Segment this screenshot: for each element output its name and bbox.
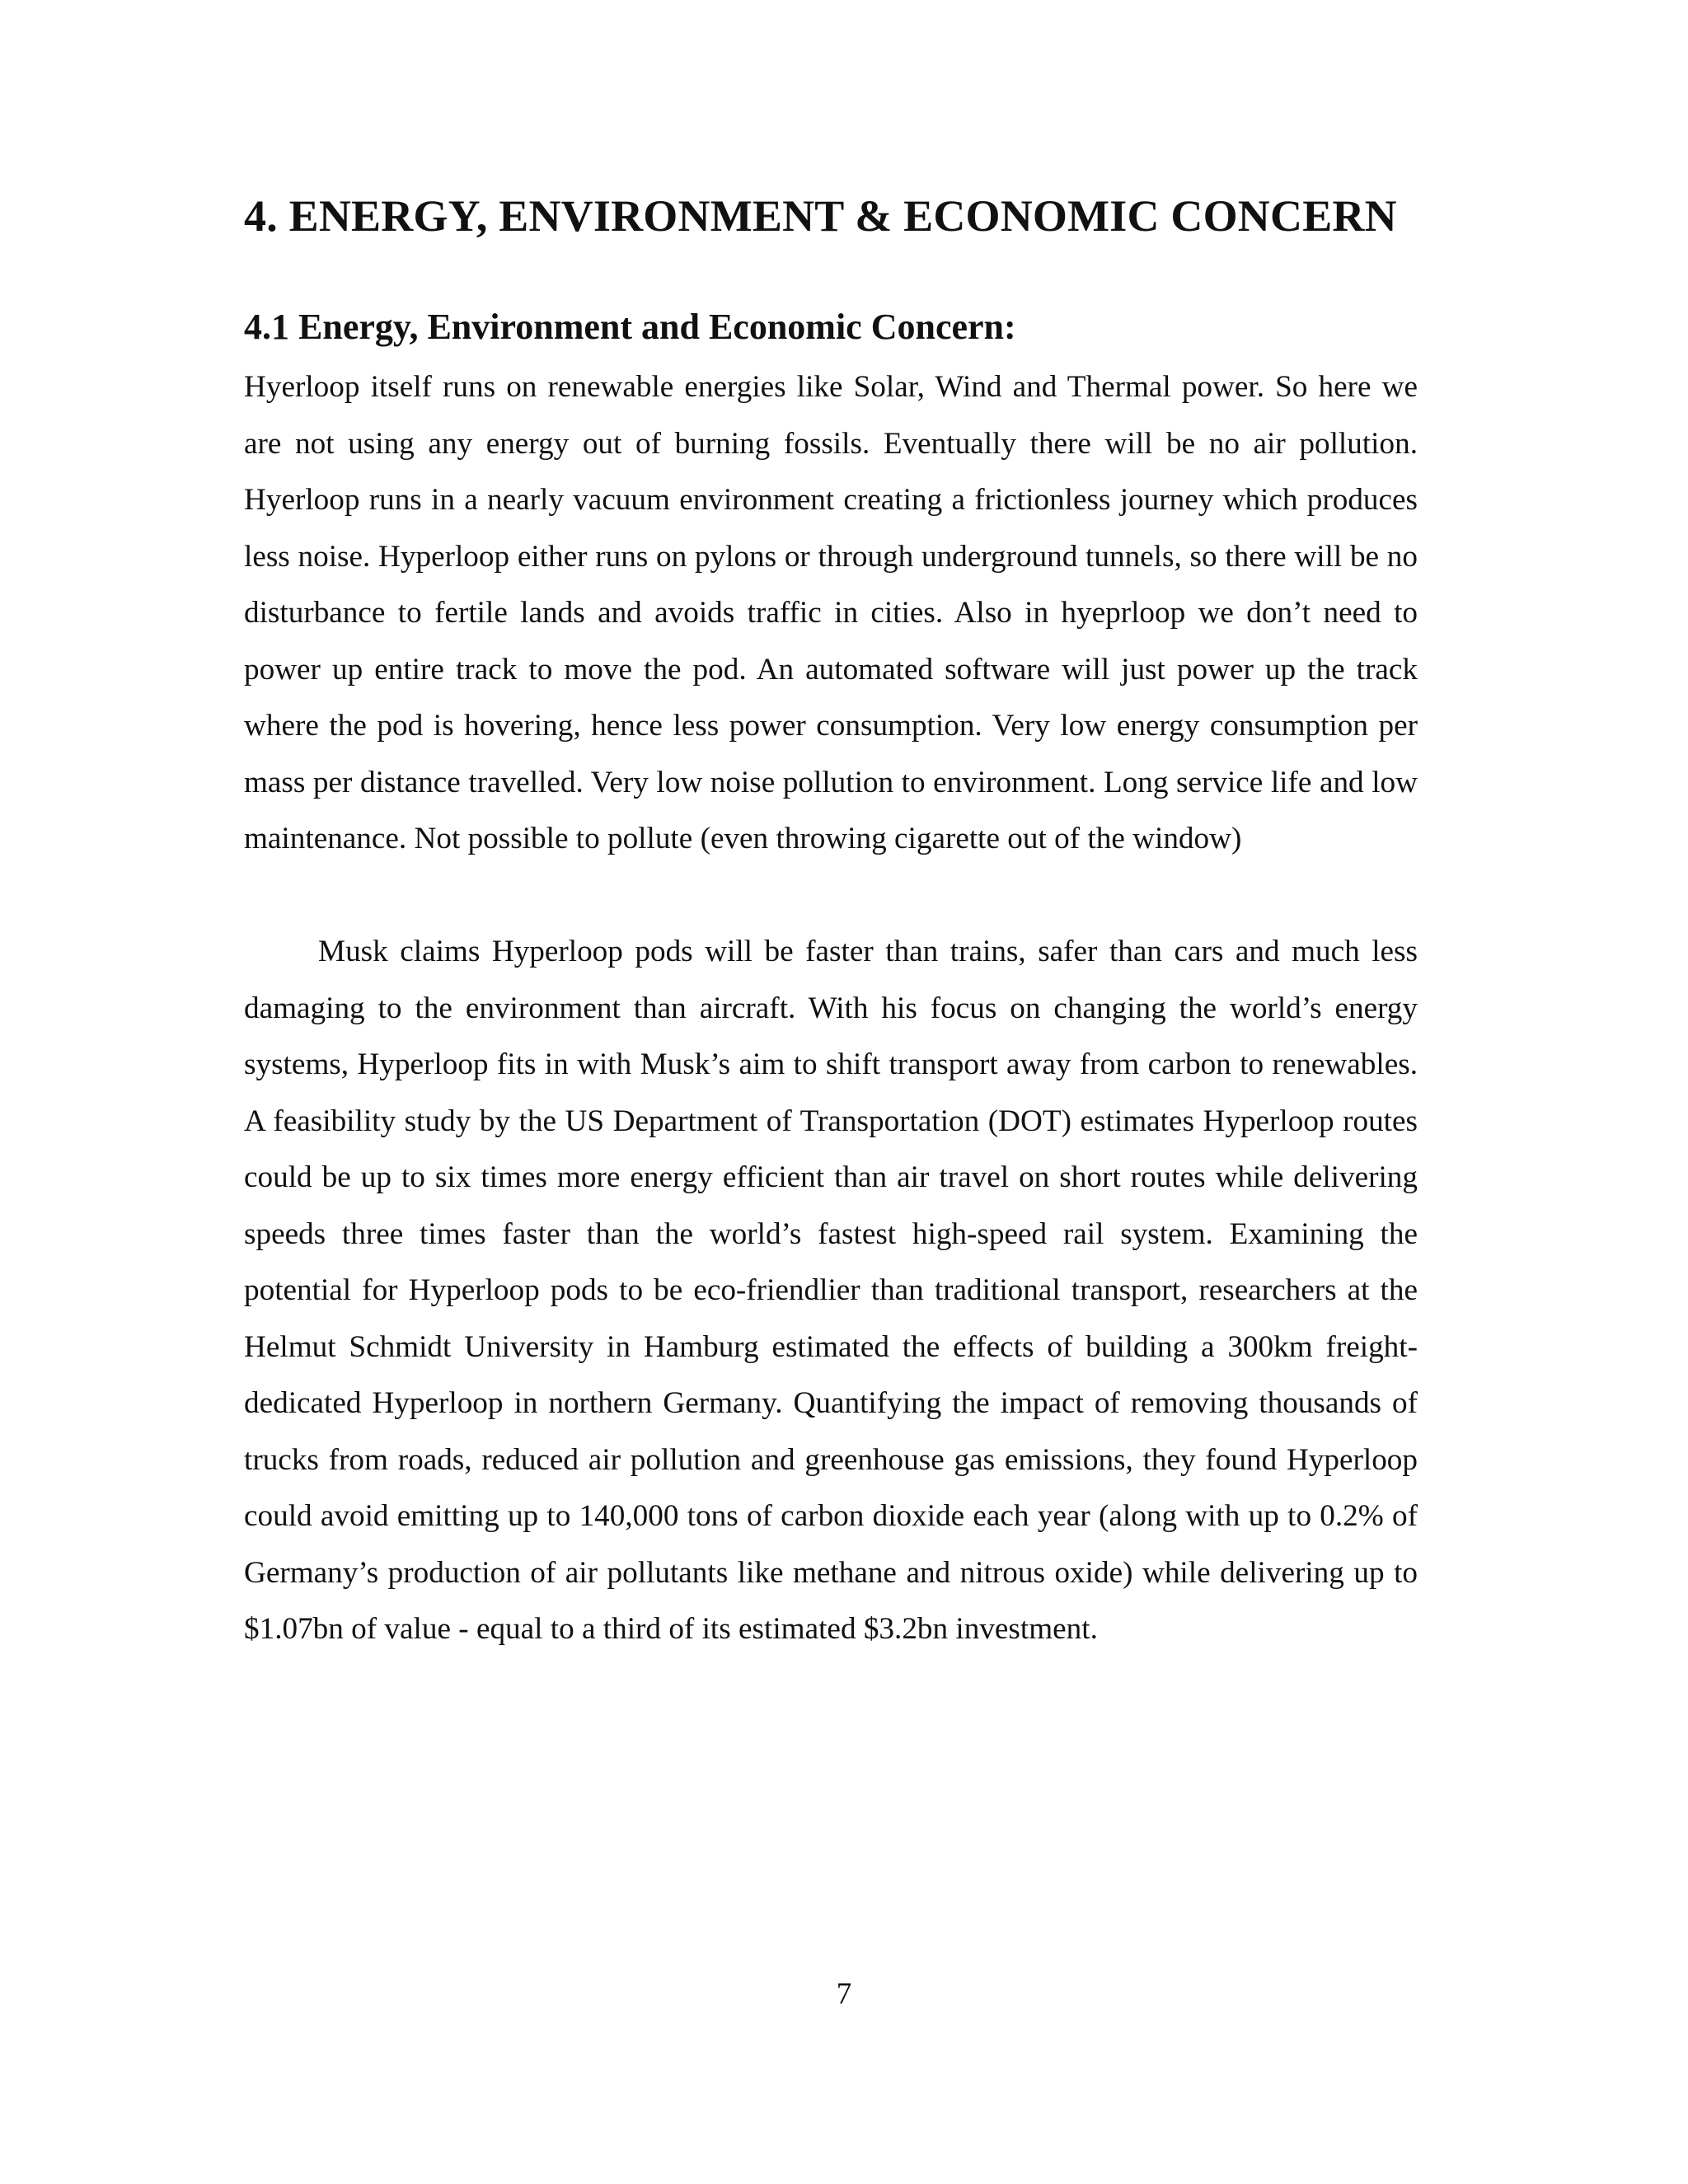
body-paragraph-2: Musk claims Hyperloop pods will be faster than trains, safer than cars and much less damaging to the environment than aircraft. With his focus on changing the world’s energy systems, Hyperloop fits in with Musk’s aim to shift transport away from carbon to renewables. A feasibility study by the US Department of Transportation (DOT) estimates Hyperloop routes could be up to six times more energy efficient than air travel on short routes while delivering speeds three times faster than the world’s fastest high-speed rail system. Examining the potential for Hyperloop pods to be eco-friendlier than traditional transport, researchers at the Helmut Schmidt University in Hamburg estimated the effects of building a 300km freight-dedicated Hyperloop in northern Germany. Quantifying the impact of removing thousands of trucks from roads, reduced air pollution and greenhouse gas emissions, they found Hyperloop could avoid emitting up to 140,000 tons of carbon dioxide each year (along with up to 0.2% of Germany’s production of air pollutants like methane and nitrous oxide) while delivering up to $1.07bn of value - equal to a third of its estimated $3.2bn investment. [244,935,1418,1646]
page-number: 7 [836,1977,852,2011]
body-paragraph-1: Hyerloop itself runs on renewable energies like Solar, Wind and Thermal power. So here we are not using any energy out of burning fossils. Eventually there will be no air pollution. Hyerloop runs in a nearly vacuum environment creating a frictionless journey which produces less noise. Hyperloop either runs on pylons or through underground tunnels, so there will be no disturbance to fertile lands and avoids traffic in cities. Also in hyeprloop we don’t need to power up entire track to move the pod. An automated software will just power up the track where the pod is hovering, hence less power consumption. Very low energy consumption per mass per distance travelled. Very low noise pollution to environment. Long service life and low maintenance. Not possible to pollute (even throwing cigarette out of the window) [244,370,1418,855]
section-title: 4.1 Energy, Environment and Economic Concern: [244,307,1016,347]
chapter-title: 4. ENERGY, ENVIRONMENT & ECONOMIC CONCERN [244,191,1397,241]
